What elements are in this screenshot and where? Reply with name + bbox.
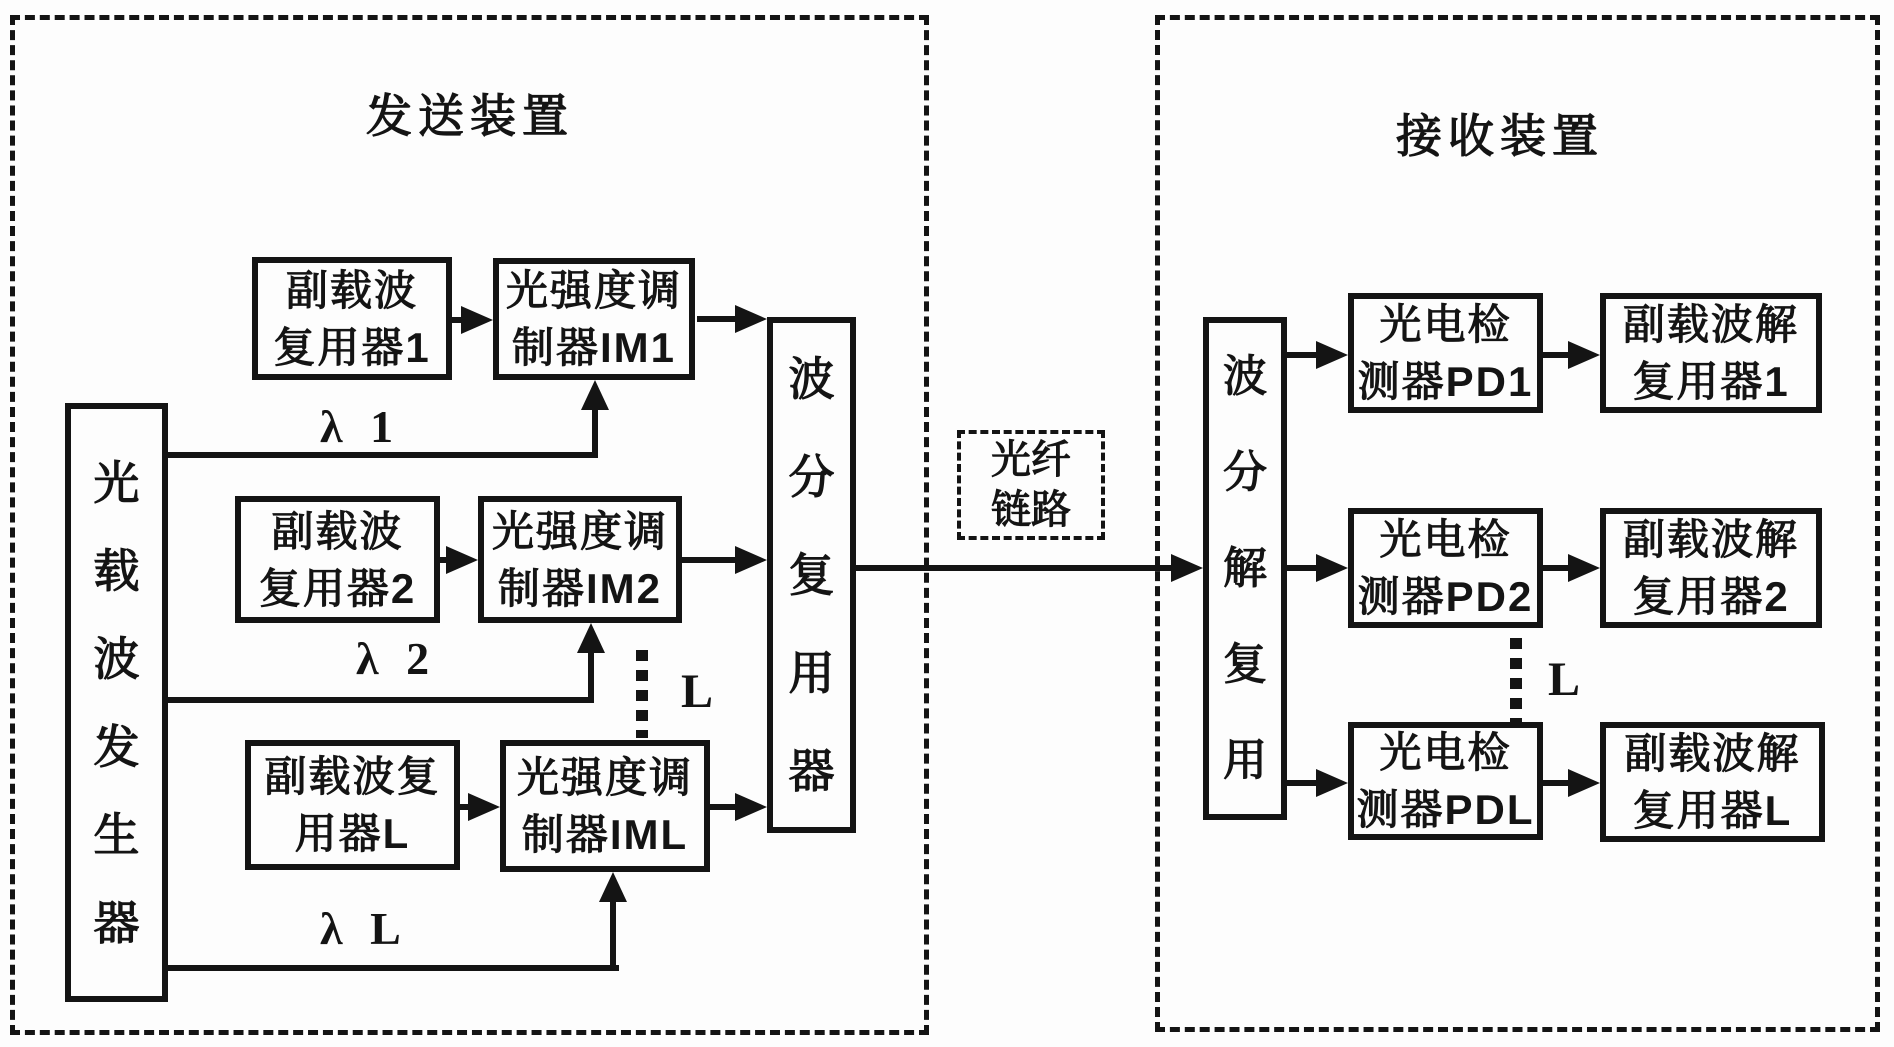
subcarrier-demux-2-box [1600,508,1822,628]
subcarrier-demux-1-line1: 副载波解 [1622,301,1799,348]
subcarrier-demux-1-line2: 复用器1 [1632,358,1790,405]
lambda-1-hline [168,452,598,458]
subcarrier-mux-1-box [252,257,452,380]
lambda-L-arrowhead [599,872,627,902]
intensity-modulator-L-line2: 制器IML [521,811,689,858]
intensity-modulator-L-box [500,740,710,872]
photodetector-L-line2: 测器PDL [1356,786,1535,833]
connector-pd1-demux1-arrowhead [1568,341,1600,369]
receiver-ellipsis-label: L [1548,653,1581,706]
connector-im2-mux-arrowhead [735,546,767,574]
main-fiber-line [856,565,1173,571]
subcarrier-mux-1-line1: 副载波 [285,266,418,314]
subcarrier-mux-L-line2: 用器L [294,810,411,857]
connector-demux-pd2-arrowhead [1316,554,1348,582]
subcarrier-mux-2-line2: 复用器2 [258,564,417,612]
photodetector-2-line2: 测器PD2 [1357,573,1534,620]
photodetector-2-box [1348,508,1543,628]
photodetector-1-line2: 测器PD1 [1357,358,1534,405]
wdm-multiplexer-box [767,317,856,833]
connector-imL-mux-arrowhead [735,793,767,821]
connector-im1-mux-arrowhead [735,305,767,333]
intensity-modulator-2-line1: 光强度调 [491,507,668,555]
connector-sub1-im1-arrowhead [461,306,493,334]
connector-im2-mux-line [682,557,739,563]
receiver-ellipsis-dots [1510,638,1522,726]
fiber-link-line1: 光纤 [991,438,1071,482]
photodetector-L-line1: 光电检 [1379,729,1512,776]
connector-im1-mux-line [697,316,739,322]
wdm-demultiplexer-box [1203,317,1287,820]
connector-pd2-demux2-arrowhead [1568,554,1600,582]
intensity-modulator-1-box [493,258,695,380]
lambda-L-label: λ L [320,903,409,954]
wdm-multiplexer-label: 波分复用器 [788,353,835,797]
lambda-2-arrowhead [577,623,605,653]
lambda-2-hline [168,697,594,703]
photodetector-1-box [1348,293,1543,413]
photodetector-L-box [1348,722,1543,840]
lambda-1-riser [592,406,598,458]
subcarrier-demux-L-box [1600,722,1825,842]
subcarrier-demux-L-line2: 复用器L [1632,787,1793,834]
transmitter-ellipsis-dots [636,650,648,738]
transmitter-title: 发送装置 [366,90,574,142]
intensity-modulator-1-line1: 光强度调 [505,267,682,314]
wdm-demultiplexer-label: 波分解复用 [1223,351,1267,785]
lambda-L-riser [610,899,616,969]
intensity-modulator-1-line2: 制器IM1 [511,324,676,371]
connector-sub2-im2-arrowhead [446,546,478,574]
optical-carrier-generator-label: 光载波发生器 [93,456,140,949]
connector-pdL-demuxL-arrowhead [1568,769,1600,797]
intensity-modulator-2-box [478,496,682,623]
subcarrier-mux-1-line2: 复用器1 [273,323,431,371]
subcarrier-demux-2-line1: 副载波解 [1622,516,1799,563]
connector-subL-imL-arrowhead [468,793,500,821]
photodetector-1-line1: 光电检 [1379,301,1512,348]
fiber-link-line2: 链路 [991,488,1071,532]
subcarrier-demux-1-box [1600,293,1822,413]
lambda-1-arrowhead [581,380,609,410]
fiber-link-box [957,430,1105,540]
subcarrier-demux-2-line2: 复用器2 [1632,573,1790,620]
lambda-L-hline [168,965,619,971]
lambda-2-label: λ 2 [356,633,438,684]
lambda-1-label: λ 1 [320,401,402,452]
optical-carrier-generator-box [65,403,168,1002]
transmitter-ellipsis-label: L [681,665,714,718]
subcarrier-mux-2-box [235,496,440,623]
lambda-2-riser [588,650,594,703]
subcarrier-mux-2-line1: 副载波 [271,507,404,555]
photodetector-2-line1: 光电检 [1379,516,1512,563]
connector-demux-pdL-arrowhead [1316,769,1348,797]
connector-demux-pd1-arrowhead [1316,341,1348,369]
intensity-modulator-2-line2: 制器IM2 [497,564,662,612]
receiver-title: 接收装置 [1396,110,1604,162]
subcarrier-mux-L-box [245,740,460,870]
intensity-modulator-L-line1: 光强度调 [516,754,693,801]
subcarrier-demux-L-line1: 副载波解 [1624,730,1801,777]
subcarrier-mux-L-line1: 副载波复 [264,753,441,800]
